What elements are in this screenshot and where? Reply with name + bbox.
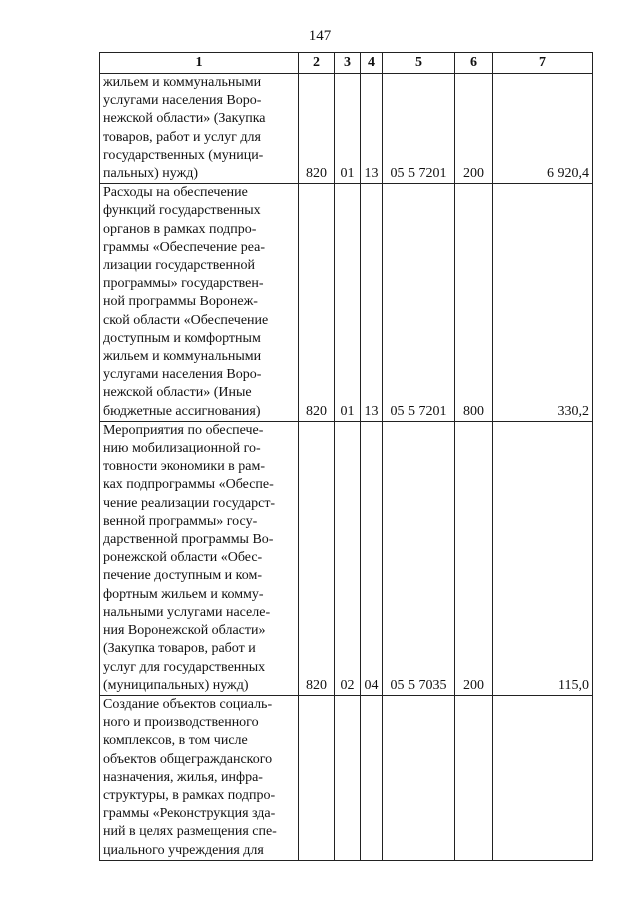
description-line: нежской области» (Закупка [103,111,266,127]
expense-type-code: 800 [455,184,493,422]
table-row [100,184,593,422]
subsection-code: 13 [361,184,383,422]
col-header-1: 1 [100,53,299,74]
col-header-7: 7 [493,53,593,74]
description-line: граммы «Реконструкция зда- [103,806,276,822]
description-line: Создание объектов социаль- [103,696,273,712]
description-line: жильем и коммунальными [103,75,262,90]
description-line: нальными услугами населе- [103,604,271,620]
description-line: ской области «Обеспечение [103,312,269,328]
description-line: программы» государствен- [103,276,264,292]
section-code: 02 [335,421,361,695]
col-header-3: 3 [335,53,361,74]
expense-type-code: 200 [455,421,493,695]
description-line: жильем и коммунальными [103,349,262,365]
description-line: циального учреждения для [103,842,264,858]
subsection-code: 04 [361,421,383,695]
amount: 115,0 [493,421,593,695]
description-line: Мероприятия по обеспече- [103,422,264,438]
ministry-code: 820 [299,184,335,422]
description-line: назначения, жилья, инфра- [103,769,263,785]
description-line: дарственной программы Во- [103,532,274,548]
section-code [335,695,361,860]
description-line: товаров, работ и услуг для [103,129,261,145]
description-line: печение доступным и ком- [103,568,263,584]
target-article-code: 05 5 7201 [383,74,455,184]
target-article-code: 05 5 7201 [383,184,455,422]
col-header-5: 5 [383,53,455,74]
ministry-code: 820 [299,74,335,184]
description-line: чение реализации государст- [103,495,276,511]
description-line: комплексов, в том числе [103,733,248,749]
description-line: структуры, в рамках подпро- [103,787,276,803]
description-line: услуг для государственных [103,659,266,675]
subsection-code: 13 [361,74,383,184]
ministry-code: 820 [299,421,335,695]
description-line: ного и производственного [103,715,259,731]
description-line: ния Воронежской области» [103,623,266,639]
expense-type-code [455,695,493,860]
section-code: 01 [335,184,361,422]
description-line: нию мобилизационной го- [103,441,261,457]
description-line: (Закупка товаров, работ и [103,641,256,657]
target-article-code: 05 5 7035 [383,421,455,695]
row-description [100,74,299,184]
table-row [100,695,593,860]
amount: 330,2 [493,184,593,422]
budget-table [99,52,593,861]
description-line: Расходы на обеспечение [103,185,248,201]
section-code: 01 [335,74,361,184]
target-article-code [383,695,455,860]
row-description [100,421,299,695]
description-line: функций государственных [103,203,261,219]
description-line: граммы «Обеспечение реа- [103,239,265,255]
description-line: доступным и комфортным [103,330,261,346]
description-line: бюджетные ассигнования) [103,403,261,419]
description-line: услугами населения Воро- [103,367,262,383]
header-row [100,53,593,74]
col-header-2: 2 [299,53,335,74]
col-header-6: 6 [455,53,493,74]
description-line: органов в рамках подпро- [103,221,257,237]
ministry-code [299,695,335,860]
page-number: 147 [308,28,332,44]
expense-type-code: 200 [455,74,493,184]
row-description [100,695,299,860]
description-line: государственных (муници- [103,147,264,163]
col-header-4: 4 [361,53,383,74]
description-line: товности экономики в рам- [103,459,266,475]
description-line: (муниципальных) нужд) [103,677,249,693]
row-description [100,184,299,422]
table-row [100,74,593,184]
description-line: ках подпрограммы «Обеспе- [103,477,274,493]
description-line: ронежской области «Обес- [103,550,263,566]
subsection-code [361,695,383,860]
amount: 6 920,4 [493,74,593,184]
amount [493,695,593,860]
description-line: услугами населения Воро- [103,93,262,109]
table-row [100,421,593,695]
description-line: венной программы» госу- [103,513,258,529]
description-line: объектов общегражданского [103,751,273,767]
description-line: пальных) нужд) [103,166,199,182]
description-line: фортным жильем и комму- [103,586,264,602]
description-line: ной программы Воронеж- [103,294,258,310]
description-line: лизации государственной [103,258,255,274]
description-line: ний в целях размещения спе- [103,824,277,840]
description-line: нежской области» (Иные [103,385,252,401]
